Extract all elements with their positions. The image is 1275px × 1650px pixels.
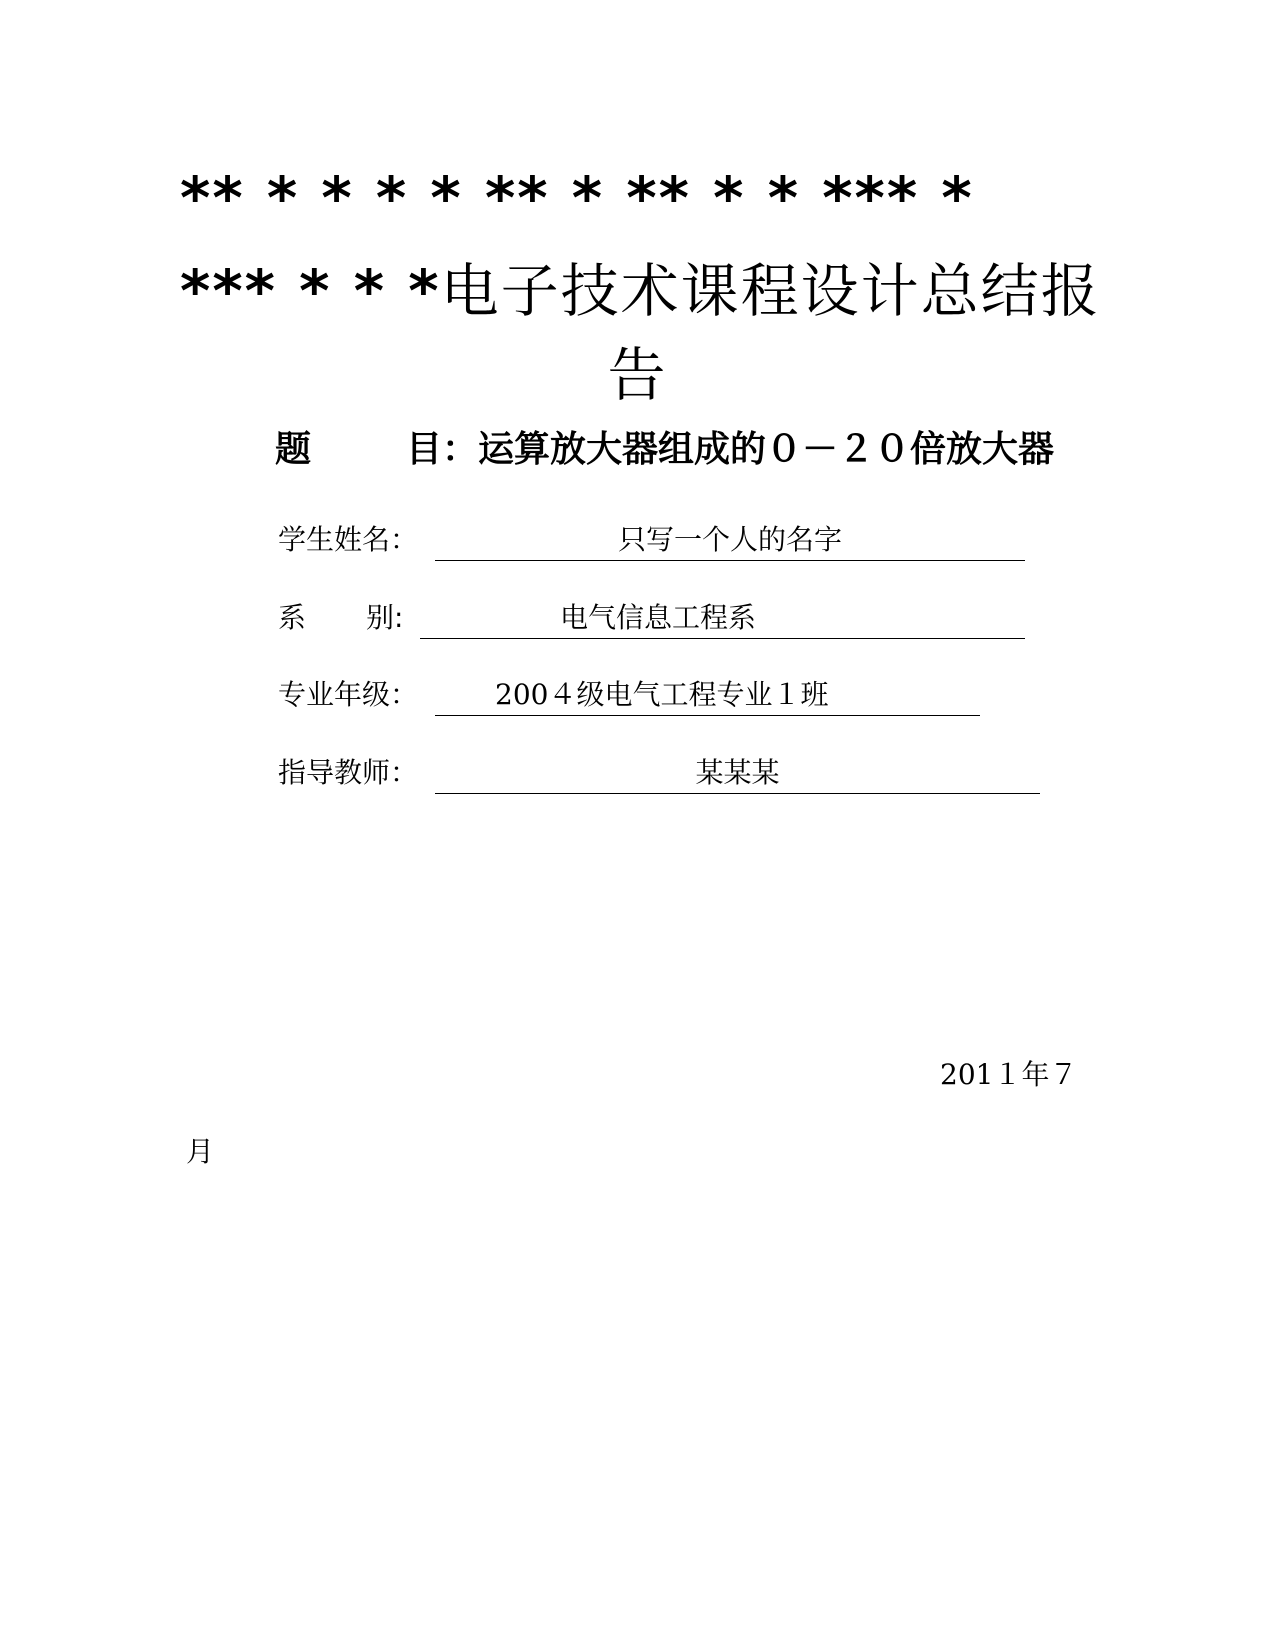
department-label-a: 系 — [278, 601, 307, 634]
major-label: 专业年级： — [278, 678, 419, 711]
title-text-end: 告 — [607, 341, 668, 409]
field-student — [278, 520, 842, 560]
field-major — [278, 675, 829, 715]
title-stars-2: *** * * * — [180, 257, 441, 325]
student-value: 只写一个人的名字 — [435, 520, 1025, 561]
subject-label-a: 题 — [275, 429, 312, 470]
subject-line — [275, 425, 1054, 475]
department-label-b: 别: — [366, 601, 404, 634]
title-stars-1: ** * * * * ** * ** * * *** * — [180, 164, 974, 232]
title-line-3 — [0, 340, 1275, 410]
field-department — [278, 598, 757, 638]
advisor-value: 某某某 — [435, 753, 1040, 794]
title-line-2 — [180, 256, 1101, 326]
student-label: 学生姓名： — [278, 523, 419, 556]
subject-value: 运算放大器组成的０－２０倍放大器 — [478, 429, 1055, 470]
major-value: 200４级电气工程专业１班 — [435, 675, 980, 716]
date-line-1: 201１年７ — [940, 1058, 1078, 1091]
department-value: 电气信息工程系 — [420, 598, 1025, 639]
subject-label-b: 目： — [406, 429, 479, 470]
advisor-label: 指导教师： — [278, 756, 419, 789]
title-text: 电子技术课程设计总结报 — [440, 257, 1101, 325]
date-line-2: 月 — [186, 1135, 215, 1168]
title-line-1 — [180, 163, 1080, 233]
field-advisor — [278, 753, 780, 793]
department-label — [278, 598, 403, 638]
